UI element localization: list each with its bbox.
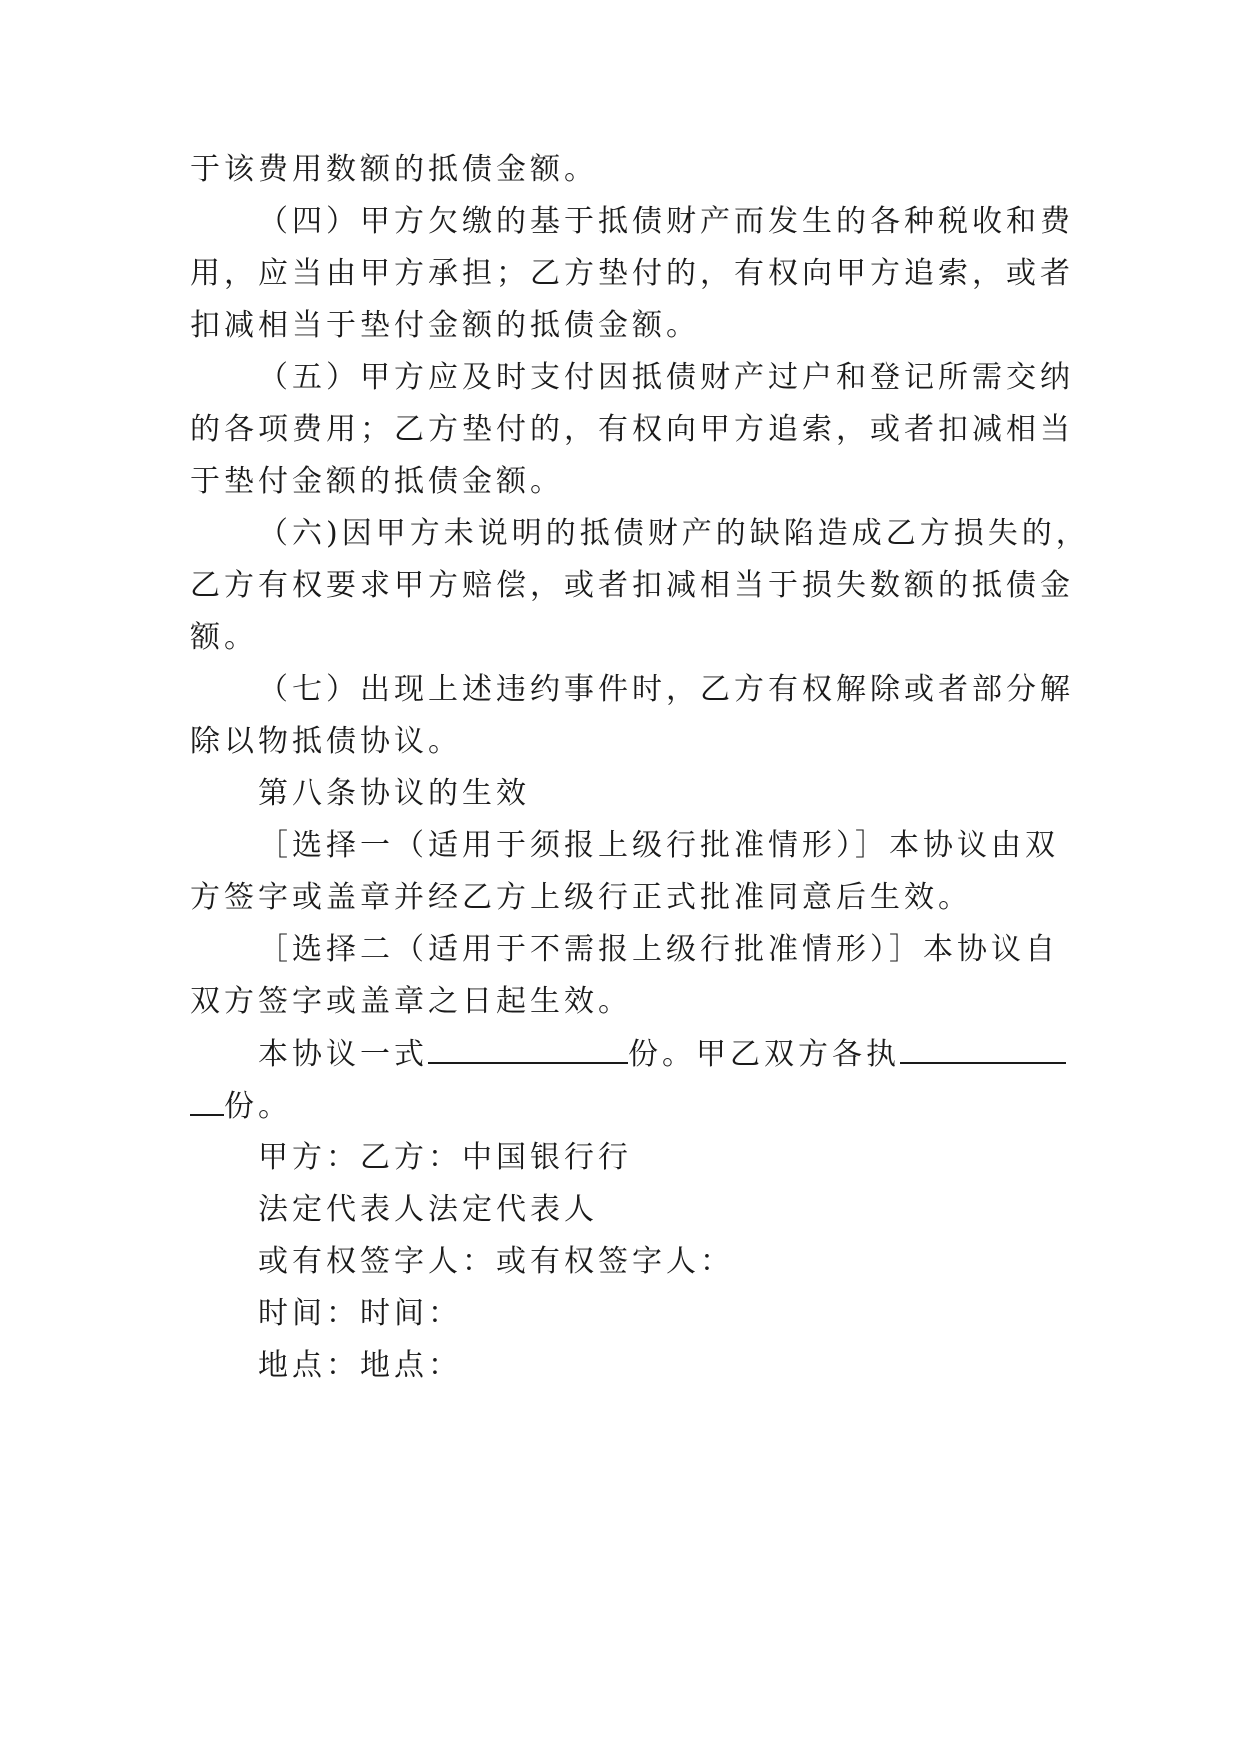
copies-total-blank (428, 1034, 628, 1064)
clause-five-line: 于垫付金额的抵债金额。 (190, 464, 564, 499)
option-one-line: ［选择一（适用于须报上级行批准情形）］本协议由双 (258, 828, 1059, 863)
signature-time: 时间：时间： (258, 1296, 462, 1331)
copies-line-continued (190, 1086, 292, 1126)
copies-text: 份。 (224, 1089, 292, 1124)
copies-each-blank (190, 1086, 224, 1116)
signature-parties: 甲方：乙方：中国银行行 (258, 1140, 632, 1175)
clause-five-line: 的各项费用；乙方垫付的，有权向甲方追索，或者扣减相当 (190, 412, 1074, 447)
copies-line (258, 1034, 1066, 1074)
option-two-line: 双方签字或盖章之日起生效。 (190, 984, 632, 1019)
clause-four-line: 扣减相当于垫付金额的抵债金额。 (190, 308, 700, 343)
clause-five-line: （五）甲方应及时支付因抵债财产过户和登记所需交纳 (258, 360, 1074, 395)
article-eight-heading: 第八条协议的生效 (258, 776, 530, 811)
clause-four-line: 用，应当由甲方承担；乙方垫付的，有权向甲方追索，或者 (190, 256, 1074, 291)
signature-representative: 法定代表人法定代表人 (258, 1192, 598, 1227)
copies-text: 份。甲乙双方各执 (628, 1037, 900, 1072)
copies-text: 本协议一式 (258, 1037, 428, 1072)
option-two-line: ［选择二（适用于不需报上级行批准情形）］本协议自 (258, 932, 1059, 967)
signature-signatory: 或有权签字人：或有权签字人： (258, 1244, 734, 1279)
clause-six-line: （六)因甲方未说明的抵债财产的缺陷造成乙方损失的， (258, 516, 1090, 551)
paragraph-line: 于该费用数额的抵债金额。 (190, 152, 598, 187)
clause-seven-line: （七）出现上述违约事件时，乙方有权解除或者部分解 (258, 672, 1074, 707)
clause-four-line: （四）甲方欠缴的基于抵债财产而发生的各种税收和费 (258, 204, 1074, 239)
clause-six-line: 乙方有权要求甲方赔偿，或者扣减相当于损失数额的抵债金 (190, 568, 1074, 603)
clause-six-line: 额。 (190, 620, 258, 655)
copies-each-blank (900, 1034, 1066, 1064)
signature-place: 地点：地点： (258, 1348, 462, 1383)
option-one-line: 方签字或盖章并经乙方上级行正式批准同意后生效。 (190, 880, 972, 915)
clause-seven-line: 除以物抵债协议。 (190, 724, 462, 759)
